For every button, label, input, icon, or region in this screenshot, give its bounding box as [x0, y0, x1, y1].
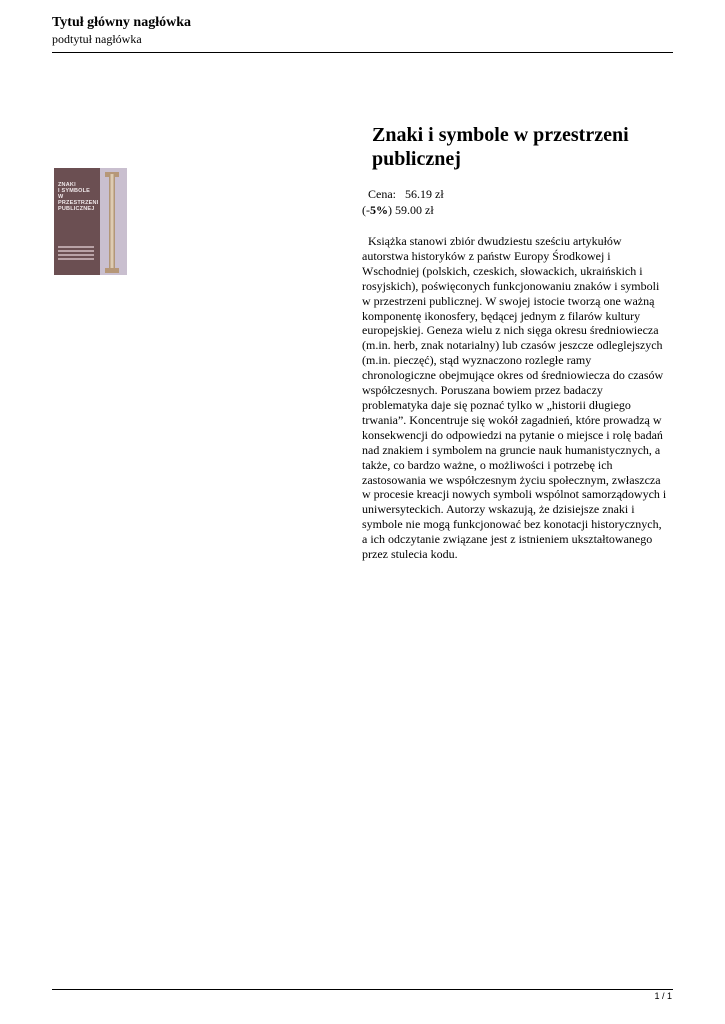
description-line: zastosowania we współczesnym życiu społecznym, zwłaszcza: [362, 472, 661, 487]
description-line: w procesie kreacji nowych symboli wspólnot samorządowych i: [362, 487, 667, 502]
description-line: przez stulecia kodu.: [362, 547, 458, 562]
header-subtitle: podtytuł nagłówka: [52, 32, 142, 46]
book-title: [362, 123, 662, 171]
current-price-row: [362, 186, 444, 202]
description-line: Wschodniej (polskich, czeskich, słowackich, ukraińskich i: [362, 263, 643, 278]
page-header: [52, 14, 672, 48]
page-number: 1 / 1: [654, 991, 672, 1001]
description-line: także, co bardzo ważne, o możliwości i potrzebę ich: [362, 457, 613, 472]
description-line: autorstwa historyków z państw Europy Środkowej i: [362, 248, 611, 263]
book-title-text: Znaki i symbole w przestrzeni publicznej: [372, 124, 629, 170]
discount-close: ): [388, 203, 392, 217]
cover-title-line: PUBLICZNEJ: [58, 206, 95, 212]
column-icon: [109, 174, 115, 270]
description-line: europejskiej. Geneza wielu z nich sięga okresu średniowiecza: [362, 323, 659, 338]
description-line: symbole nie mogą funkcjonować bez konotacji historycznych,: [362, 517, 662, 532]
description-line: trwania”. Koncentruje się wokół zagadnień, które prowadzą w: [362, 412, 662, 427]
current-price: 56.19 zł: [405, 187, 444, 201]
description-line: a ich odczytanie związane jest z istnieniem ukształtowanego: [362, 532, 653, 547]
description-line: uniwersyteckich. Autorzy wskazują, że dzisiejsze znaki i: [362, 502, 635, 517]
cover-title-line: W PRZESTRZENI: [58, 194, 99, 206]
description-line: konsekwencji do odpowiedzi na pytanie o miejsce i rolę badań: [362, 427, 663, 442]
description-line: problematyka daje się poznać tylko w „historii długiego: [362, 397, 631, 412]
description-line: rosyjskich), poświęconych funkcjonowaniu znaków i symboli: [362, 278, 660, 293]
discount-open: (-: [362, 203, 370, 217]
price-label: Cena:: [368, 187, 396, 201]
column-base-icon: [105, 268, 119, 273]
cover-title-line: I SYMBOLE: [58, 188, 91, 194]
description-line: (m.in. herb, znak notarialny) lub czasów jeszcze odleglejszych: [362, 338, 663, 353]
cover-authors: [58, 246, 94, 266]
cover-title: [58, 182, 100, 212]
description-line: Książka stanowi zbiór dwudziestu sześciu artykułów: [362, 234, 622, 248]
description-line: w przestrzeni publicznej. W swojej istocie tworzą one ważną: [362, 293, 655, 308]
description-line: nad znakiem i symbolem na gruncie nauk humanistycznych, a: [362, 442, 661, 457]
header-divider: [52, 52, 673, 53]
description-line: (m.in. pieczęć), stąd wyznaczono rozległe ramy: [362, 353, 592, 368]
old-price: 59.00 zł: [395, 203, 434, 217]
price-block: [362, 186, 444, 218]
description-line: współczesnych. Poruszana bowiem przez badaczy: [362, 383, 603, 398]
footer-divider: [52, 989, 673, 990]
discount-percent: 5%: [370, 203, 388, 217]
description-line: komponentę ikonosfery, będącej jednym z filarów kultury: [362, 308, 641, 323]
header-title: Tytuł główny nagłówka: [52, 15, 191, 30]
book-cover-image: [54, 168, 127, 275]
old-price-row: [362, 202, 444, 218]
book-description: [362, 234, 674, 562]
cover-title-line: ZNAKI: [58, 182, 76, 188]
description-line: chronologiczne obejmujące okres od średniowiecza do czasów: [362, 368, 664, 383]
